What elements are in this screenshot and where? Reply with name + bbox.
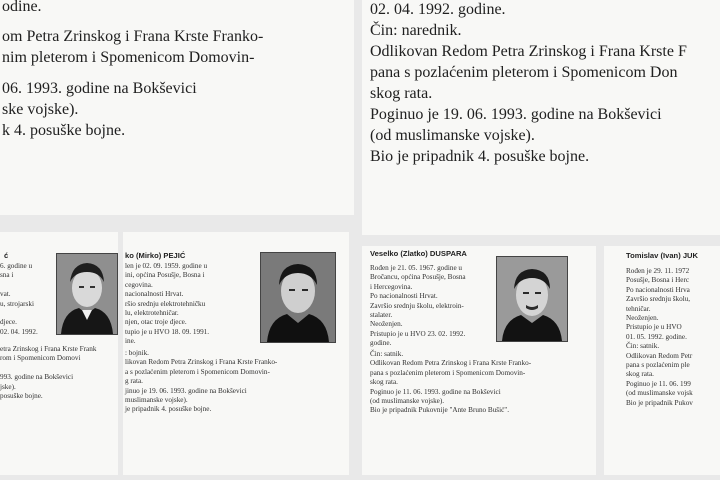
portrait-image bbox=[57, 254, 117, 334]
text-line: 02. 04. 1992. godine. bbox=[370, 1, 506, 18]
card-2 bbox=[123, 232, 349, 475]
text-line bbox=[2, 68, 263, 77]
text-line bbox=[2, 17, 263, 26]
text-line: tupio je u HVO 18. 09. 1991. bbox=[125, 327, 210, 336]
card-3-lower-text bbox=[370, 350, 531, 416]
text-line: Čin: narednik. bbox=[370, 22, 462, 39]
card-3-heading: Veselko (Zlatko) DUSPARA bbox=[370, 249, 467, 258]
text-line: skog rata. bbox=[370, 378, 398, 387]
top-right-page bbox=[362, 0, 720, 235]
text-line: pana s pozlaćenim pleterom i Spomenicom Don bbox=[370, 64, 678, 81]
text-line: 02. 04. 1992. bbox=[0, 327, 38, 336]
card-2-upper-text bbox=[125, 262, 209, 347]
text-line: ršio srednju elektrotehničku bbox=[125, 299, 206, 308]
text-line: Bročancu, općina Posušje, Bosna bbox=[370, 273, 466, 282]
text-line: Poginuo je 11. 06. 199 bbox=[626, 379, 691, 388]
text-line: : bojnik. bbox=[125, 349, 149, 357]
text-line: 6. godine u bbox=[0, 262, 33, 270]
portrait-image bbox=[261, 253, 335, 342]
text-line: rom i Spomenicom Domovi bbox=[0, 354, 81, 363]
text-line: Neoženjen. bbox=[370, 320, 403, 329]
card-1 bbox=[0, 232, 118, 475]
card-1-heading: ć bbox=[4, 251, 9, 260]
top-left-text bbox=[2, 0, 263, 141]
text-line: om Petra Zrinskog i Frana Krste Franko- bbox=[2, 28, 264, 46]
text-line: Čin: satnik. bbox=[370, 350, 404, 358]
text-line: k 4. posuške bojne. bbox=[2, 121, 126, 139]
card-4 bbox=[604, 246, 720, 475]
text-line: Pristupio je u HVO 23. 02. 1992. bbox=[370, 329, 466, 338]
top-left-page bbox=[0, 0, 354, 215]
text-line: Posušje, Bosna i Herc bbox=[626, 276, 690, 285]
card-1-upper-text bbox=[0, 262, 38, 337]
text-line: ini, općina Posušje, Bosna i bbox=[125, 271, 205, 280]
text-line: posuške bojne. bbox=[0, 392, 43, 401]
text-line: 01. 05. 1992. godine. bbox=[626, 332, 687, 341]
text-line: stalater. bbox=[370, 311, 393, 320]
text-line: ske vojske). bbox=[2, 100, 79, 118]
text-line: pana s pozlaćenim ple bbox=[626, 361, 690, 370]
card-3-photo bbox=[496, 256, 568, 342]
card-1-photo bbox=[56, 253, 118, 335]
text-line: Po nacionalnosti Hrva bbox=[626, 285, 690, 294]
text-line: jske). bbox=[0, 382, 16, 391]
text-line: muslimanske vojske). bbox=[125, 396, 188, 405]
text-line: Odlikovan Redom Petra Zrinskog i Frana Krste F bbox=[370, 43, 687, 60]
text-line: g rata. bbox=[125, 377, 143, 386]
text-line: lu, elektrotehničar. bbox=[125, 309, 179, 318]
text-line: a s pozlaćenim pleterom i Spomenicom Domovin- bbox=[125, 367, 270, 376]
text-line: Bio je pripadnik Pukovnije "Ante Bruno Bušić". bbox=[370, 406, 510, 415]
text-line: Poginuo je 19. 06. 1993. godine na Bokševici bbox=[370, 106, 662, 123]
text-line: Čin: satnik. bbox=[626, 342, 660, 351]
text-line: pana s pozlaćenim pleterom i Spomenicom Domovin- bbox=[370, 368, 526, 377]
text-line: Završio srednju školu, elektroin- bbox=[370, 301, 464, 310]
text-line: Neoženjen. bbox=[626, 314, 659, 323]
text-line: tehničar. bbox=[626, 304, 651, 313]
text-line: Bio je pripadnik 4. posuške bojne. bbox=[370, 148, 590, 165]
text-line bbox=[0, 364, 96, 373]
text-line: Pristupio je u HVO bbox=[626, 323, 682, 332]
text-line: i Hercegovina. bbox=[370, 282, 413, 291]
text-line: len je 02. 09. 1959. godine u bbox=[125, 262, 208, 270]
card-2-lower-text bbox=[125, 349, 277, 415]
text-line: Završio srednju školu, bbox=[626, 295, 691, 304]
text-line: djece. bbox=[0, 318, 17, 327]
text-line: 993. godine na Bokševici bbox=[0, 373, 74, 382]
text-line: godine. bbox=[370, 339, 392, 348]
text-line: etra Zrinskog i Frana Krste Frank bbox=[0, 345, 97, 353]
text-line: u, strojarski bbox=[0, 299, 34, 308]
text-line: skog rata. bbox=[370, 85, 433, 102]
text-line: ine. bbox=[125, 337, 136, 346]
text-line: jinuo je 19. 06. 1993. godine na Bokševici bbox=[125, 386, 247, 395]
text-line: (od muslimanske vojsk bbox=[626, 389, 693, 398]
text-line bbox=[0, 309, 38, 318]
text-line: Po nacionalnosti Hrvat. bbox=[370, 292, 438, 301]
text-line: Bio je pripadnik Pukov bbox=[626, 398, 693, 407]
text-line: sna i bbox=[0, 271, 14, 280]
text-line: odine. bbox=[2, 0, 42, 15]
card-4-text bbox=[626, 267, 693, 408]
card-2-photo bbox=[260, 252, 336, 343]
card-3-upper-text bbox=[370, 264, 466, 349]
text-line: nim pleterom i Spomenicom Domovin- bbox=[2, 49, 255, 67]
text-line: likovan Redom Petra Zrinskog i Frana Krste Franko- bbox=[125, 358, 278, 367]
text-line: (od muslimanske vojske). bbox=[370, 397, 445, 406]
text-line: vat. bbox=[0, 290, 11, 299]
text-line: njen, otac troje djece. bbox=[125, 318, 187, 327]
text-line: nacionalnosti Hrvat. bbox=[125, 290, 184, 299]
text-line: (od muslimanske vojske). bbox=[370, 127, 535, 144]
card-1-lower-text bbox=[0, 345, 96, 401]
text-line: je pripadnik 4. posuške bojne. bbox=[125, 405, 212, 414]
text-line: Odlikovan Redom Petra Zrinskog i Frana Krste Franko- bbox=[370, 359, 532, 368]
top-right-text bbox=[370, 0, 687, 167]
text-line: skog rata. bbox=[626, 370, 654, 379]
text-line: Poginuo je 11. 06. 1993. godine na Bokševici bbox=[370, 387, 501, 396]
card-4-heading: Tomislav (Ivan) JUK bbox=[626, 251, 699, 260]
text-line: 06. 1993. godine na Bokševici bbox=[2, 79, 197, 97]
text-line: cegovina. bbox=[125, 280, 153, 289]
text-line: Rođen je 29. 11. 1972 bbox=[626, 267, 690, 275]
card-3 bbox=[362, 246, 596, 475]
text-line: Odlikovan Redom Petr bbox=[626, 351, 693, 360]
card-2-heading: ko (Mirko) PEJIĆ bbox=[125, 251, 186, 260]
portrait-image bbox=[497, 257, 567, 341]
text-line bbox=[0, 281, 38, 290]
text-line: Rođen je 21. 05. 1967. godine u bbox=[370, 264, 463, 272]
